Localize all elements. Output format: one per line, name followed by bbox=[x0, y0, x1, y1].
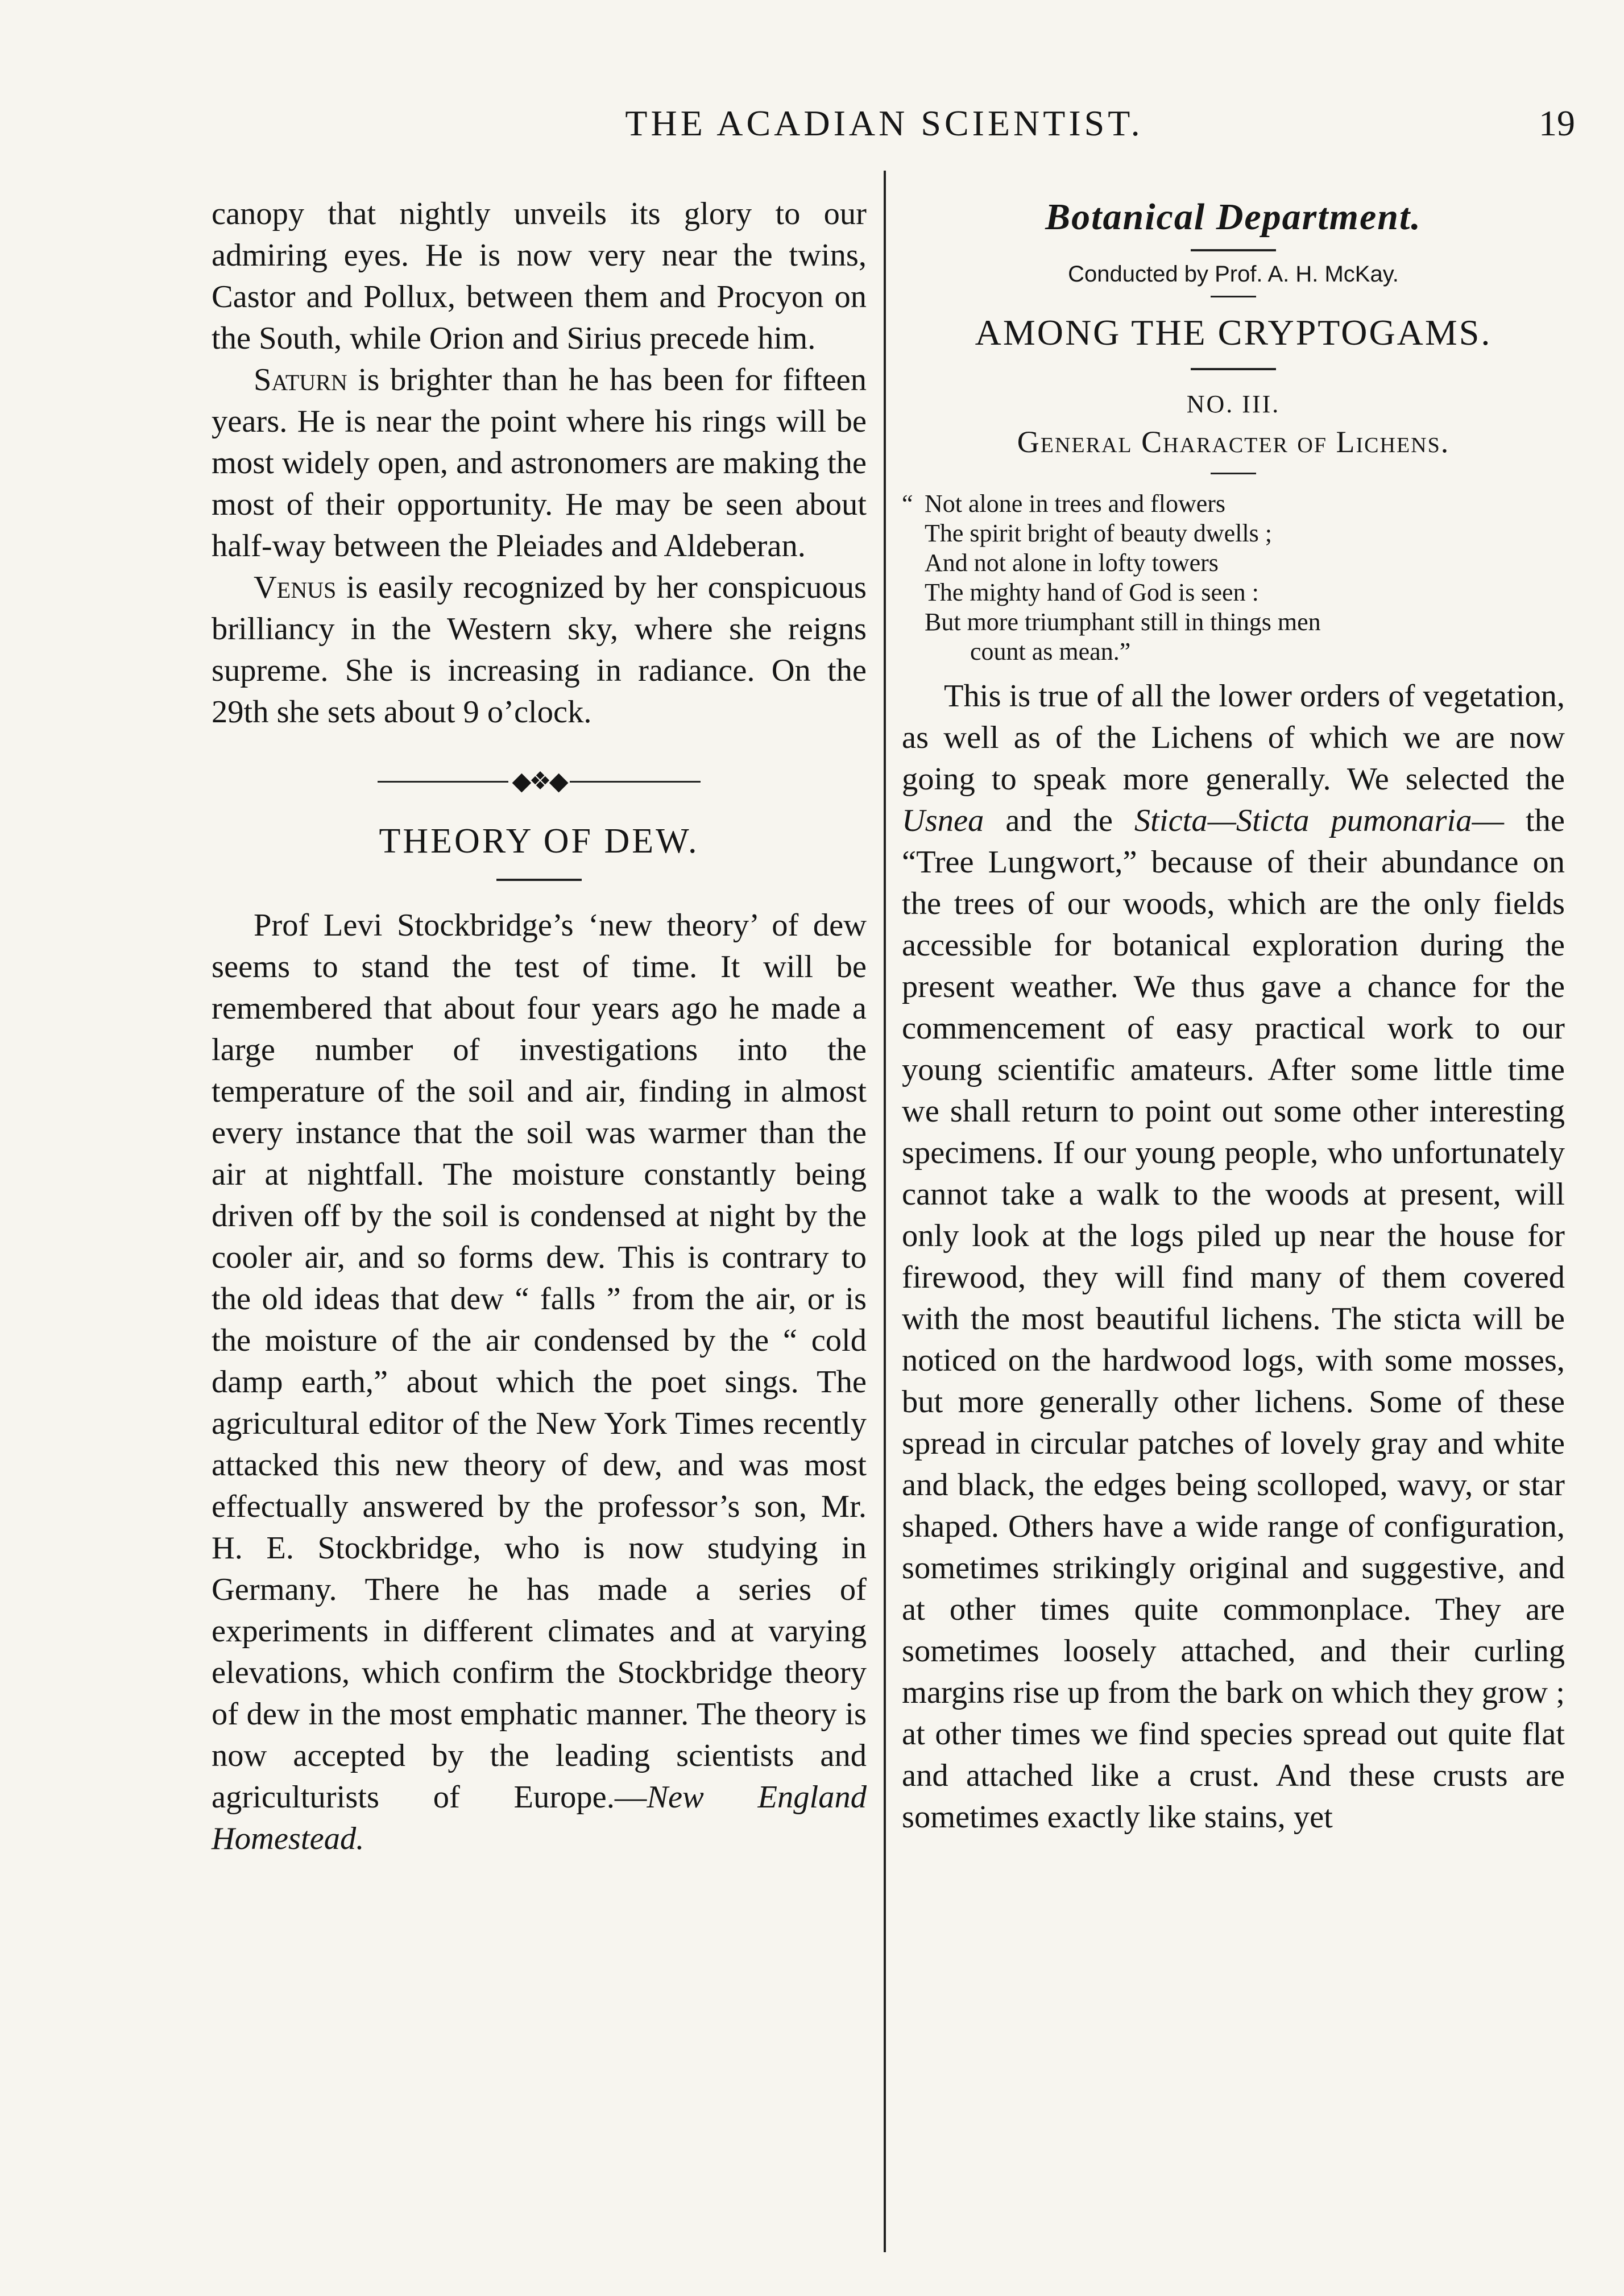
conductor-line: Conducted by Prof. A. H. McKay. bbox=[1068, 262, 1399, 287]
section-ornament bbox=[212, 767, 867, 795]
page-number: 19 bbox=[1539, 103, 1575, 143]
article-text: Prof Levi Stockbridge’s ‘new theory’ of dew seems to stand the test of time. It will be remembered that about four years ago he made a large number of investigations into the temperature of the soil and air, finding in almost every instance that the soil was warmer than the air at nightfall. The moisture constantly being driven off by the soil is condensed at night by the cooler air, and so forms dew. This is contrary to the old ideas that dew “ falls ” from the air, or is the moisture of the air condensed by the “ cold damp earth,” about which the poet sings. The agricultural editor of the New York Times recently attacked this new theory of dew, and was most effectually answered by the professor’s son, Mr. H. E. Stockbridge, who is now studying in Germany. There he has made a series of experiments in different climates and at varying elevations, which confirm the Stockbridge theory of dew in the most emphatic manner. The theory is now accepted by the leading scientists and agriculturists of Europe.— bbox=[212, 908, 867, 1815]
department-rule bbox=[1191, 249, 1276, 251]
poem-line: count as mean.” bbox=[970, 638, 1131, 665]
page-header bbox=[193, 102, 1575, 154]
poem-open-quote: “ bbox=[902, 490, 913, 518]
article-source: New England Homestead. bbox=[212, 1780, 867, 1856]
title-rule bbox=[1191, 368, 1276, 370]
lichens-body bbox=[902, 676, 1565, 1838]
article-subtitle: General Character of Lichens. bbox=[1017, 425, 1450, 459]
poem-line: Not alone in trees and flowers bbox=[925, 490, 1226, 518]
usnea-term: Usnea bbox=[902, 803, 984, 838]
article-title: THEORY OF DEW. bbox=[379, 822, 699, 861]
body-text: — the “Tree Lungwort,” because of their abundance on the trees of our woods, which are the only fields accessible for botanical exploration during the present weather. We thus gave a chance for the commencement of easy practical work to our young scientific amateurs. After some little time we shall return to point out some other interesting specimens. If our young people, who unfortunately cannot take a walk to the woods at present, will only look at the logs piled up near the house for firewood, they will find many of them covered with the most beautiful lichens. The sticta will be noticed on the hardwood logs, with some mosses, but more generally other lichens. Some of these spread in circular patches of lovely gray and white and black, the edges being scolloped, wavy, or star shaped. Others have a wide range of configuration, sometimes strikingly original and suggestive, and at other times quite commonplace. They are sometimes loosely attached, and their curling margins rise up from the bark on which they grow ; at other times we find species spread out quite flat and attached like a crust. And these crusts are sometimes exactly like stains, yet bbox=[902, 803, 1565, 1835]
right-column bbox=[902, 193, 1565, 1838]
column-divider bbox=[884, 171, 886, 2252]
article-title: AMONG THE CRYPTOGAMS. bbox=[975, 312, 1492, 353]
ornament-icon: ◆❖◆ bbox=[512, 767, 566, 795]
saturn-text: is brighter than he has been for fifteen years. He is near the point where his rings will be most widely open, and astronomers are making the most of their opportunity. He may be seen about half-way between the Pleiades and Aldeberan. bbox=[212, 362, 867, 564]
epigraph-poem bbox=[902, 489, 1565, 667]
saturn-paragraph bbox=[212, 359, 867, 567]
poem-line: But more triumphant still in things men bbox=[925, 608, 1321, 636]
poem-line: The mighty hand of God is seen : bbox=[925, 578, 1259, 606]
department-heading: Botanical Department. bbox=[1045, 196, 1422, 238]
article-body bbox=[212, 905, 867, 1860]
sticta-term: Sticta—Sticta pumonaria bbox=[1134, 803, 1472, 838]
venus-text: is easily recognized by her conspicuous brilliancy in the Western sky, where she reigns supreme. She is increasing in radiance. On the 29th she sets about 9 o’clock. bbox=[212, 570, 867, 730]
body-text: and the bbox=[984, 803, 1134, 838]
running-title: THE ACADIAN SCIENTIST. bbox=[625, 103, 1144, 143]
conductor-rule bbox=[1211, 296, 1256, 297]
poem-line: And not alone in lofty towers bbox=[925, 549, 1219, 577]
title-rule bbox=[496, 879, 582, 881]
saturn-label: Saturn bbox=[254, 362, 347, 398]
series-number: NO. III. bbox=[1186, 390, 1281, 418]
poem-line: The spirit bright of beauty dwells ; bbox=[925, 519, 1272, 547]
venus-label: Venus bbox=[254, 570, 337, 605]
venus-paragraph bbox=[212, 567, 867, 733]
subtitle-rule bbox=[1211, 473, 1256, 474]
body-text: This is true of all the lower orders of vegetation, as well as of the Lichens of which we are now going to speak more generally. We selected the bbox=[902, 679, 1565, 797]
continued-paragraph: canopy that nightly unveils its glory to our admiring eyes. He is now very near the twins, Castor and Pollux, between them and Procyon on the South, while Orion and Sirius precede him. bbox=[212, 196, 867, 356]
left-column bbox=[212, 193, 867, 1860]
